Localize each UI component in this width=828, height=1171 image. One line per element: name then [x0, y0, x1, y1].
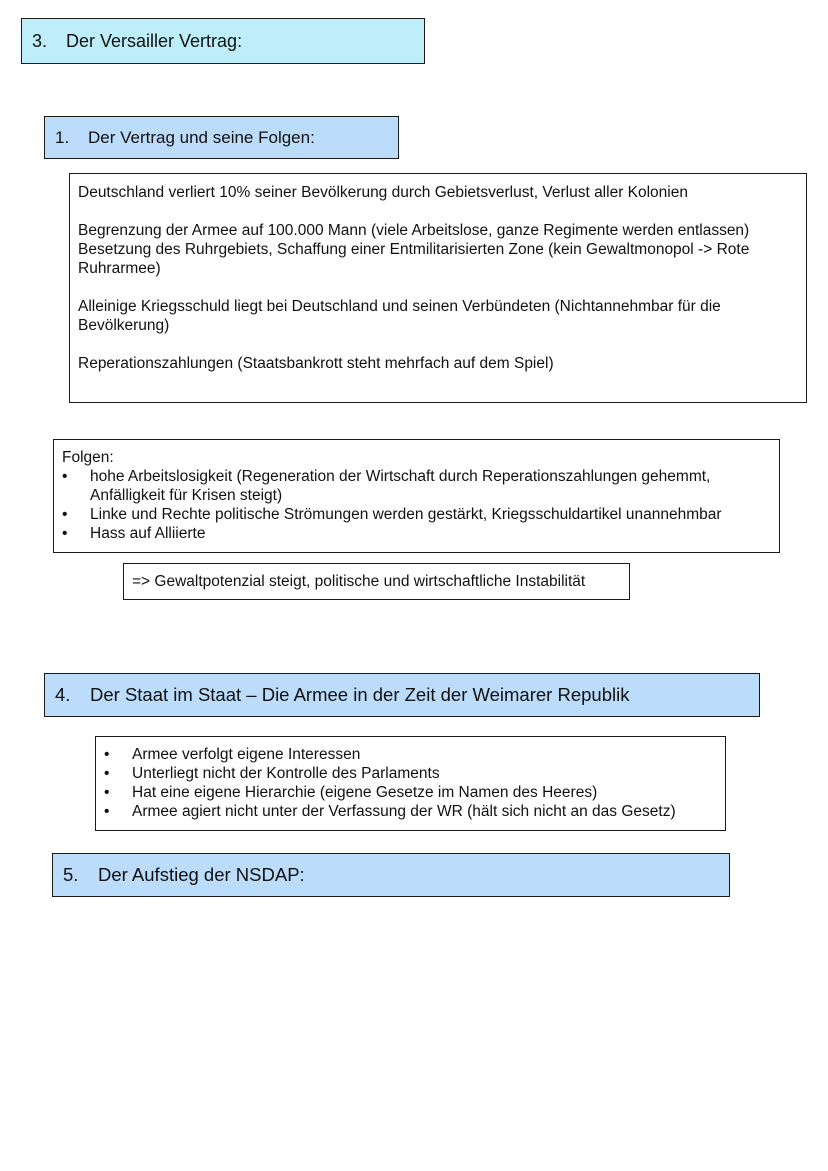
- bullet-icon: •: [104, 803, 110, 820]
- list-item: [104, 802, 717, 821]
- section-title: Der Aufstieg der NSDAP:: [98, 864, 305, 885]
- list-item-text: Armee agiert nicht unter der Verfassung der WR (hält sich nicht an das Gesetz): [132, 803, 676, 820]
- bullet-icon: •: [104, 784, 110, 801]
- bullet-icon: •: [62, 468, 68, 485]
- treaty-point: Deutschland verliert 10% seiner Bevölkerung durch Gebietsverlust, Verlust aller Kolonien: [78, 184, 688, 201]
- list-item: [62, 505, 771, 524]
- section-4-heading: [44, 673, 760, 717]
- section-5-heading: [52, 853, 730, 897]
- bullet-icon: •: [104, 746, 110, 763]
- list-item-text: Hass auf Alliierte: [90, 525, 206, 542]
- section-number: 4.: [55, 684, 71, 705]
- section-number: 5.: [63, 864, 79, 885]
- conclusion-text: => Gewaltpotenzial steigt, politische und wirtschaftliche Instabilität: [132, 573, 586, 590]
- section-title: Der Versailler Vertrag:: [66, 30, 243, 51]
- section-number: 3.: [32, 30, 48, 51]
- section-3-heading: [21, 18, 425, 64]
- list-item-text: Armee verfolgt eigene Interessen: [132, 746, 361, 763]
- bullet-icon: •: [62, 525, 68, 542]
- army-points-box: [95, 736, 726, 831]
- list-item-text: Hat eine eigene Hierarchie (eigene Gesetze im Namen des Heeres): [132, 784, 598, 801]
- list-item-text: Linke und Rechte politische Strömungen werden gestärkt, Kriegsschuldartikel unannehmbar: [90, 506, 722, 523]
- treaty-points-box: [69, 173, 807, 403]
- treaty-point: Alleinige Kriegsschuld liegt bei Deutschland und seinen Verbündeten (Nichtannehmbar für die Bevölkerung): [78, 298, 721, 334]
- consequences-box: [53, 439, 780, 553]
- treaty-point: Begrenzung der Armee auf 100.000 Mann (viele Arbeitslose, ganze Regimente werden entlassen): [78, 222, 750, 239]
- section-1-heading: [44, 116, 399, 159]
- bullet-icon: •: [104, 765, 110, 782]
- section-title: Der Staat im Staat – Die Armee in der Zeit der Weimarer Republik: [90, 684, 630, 705]
- bullet-icon: •: [62, 506, 68, 523]
- list-item-text: hohe Arbeitslosigkeit (Regeneration der Wirtschaft durch Reperationszahlungen gehemmt, Anfälligkeit für Krisen steigt): [90, 468, 711, 504]
- treaty-point: Reperationszahlungen (Staatsbankrott steht mehrfach auf dem Spiel): [78, 355, 554, 372]
- list-item-text: Unterliegt nicht der Kontrolle des Parlaments: [132, 765, 440, 782]
- list-item: [104, 745, 717, 764]
- list-item: [104, 783, 717, 802]
- list-item: [62, 524, 771, 543]
- conclusion-box: [123, 563, 630, 600]
- consequences-list: [62, 467, 771, 543]
- section-title: Der Vertrag und seine Folgen:: [88, 127, 315, 147]
- consequences-label: Folgen:: [62, 449, 114, 466]
- army-points-list: [104, 745, 717, 821]
- treaty-point: Besetzung des Ruhrgebiets, Schaffung einer Entmilitarisierten Zone (kein Gewaltmonopol -> Rote Ruhrarmee): [78, 241, 750, 277]
- list-item: [62, 467, 771, 505]
- list-item: [104, 764, 717, 783]
- section-number: 1.: [55, 127, 70, 147]
